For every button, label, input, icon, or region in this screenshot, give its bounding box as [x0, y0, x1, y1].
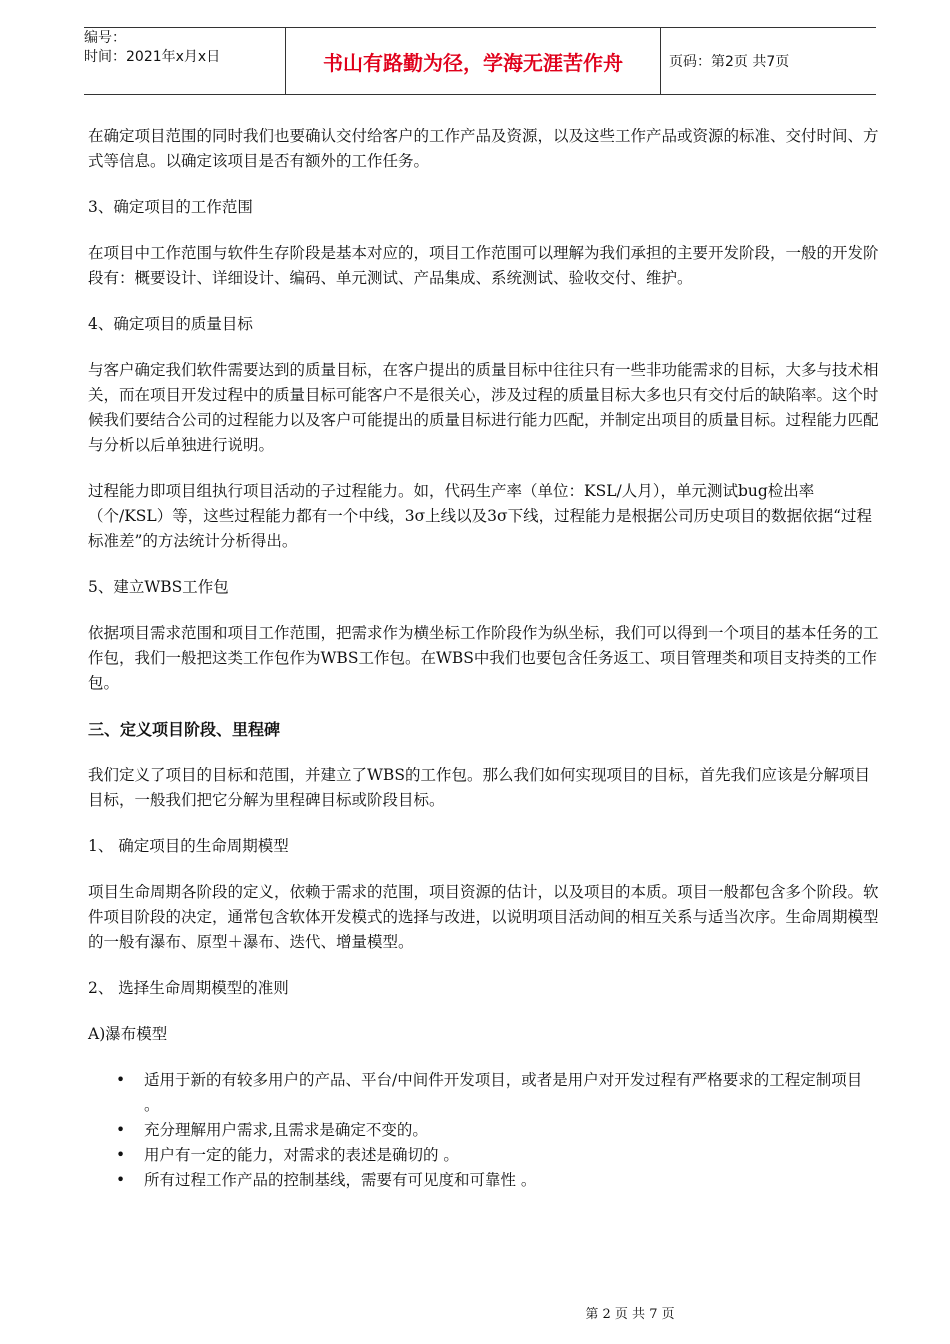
- header-motto: 书山有路勤为径，学海无涯苦作舟: [285, 28, 661, 94]
- paragraph: 过程能力即项目组执行项目活动的子过程能力。如，代码生产率（单位：KSL/人月），单元测试bug检出率（个/KSL）等，这些过程能力都有一个中线，3σ上线以及3σ下线，过程能力是根据公司历史项目的数据依据“过程标准差”的方法统计分析得出。: [88, 482, 873, 550]
- document-number-label: 编号：: [84, 30, 126, 46]
- bullet-item: [88, 1118, 880, 1143]
- bullet-text: 所有过程工作产品的控制基线，需要有可见度和可靠性 。: [144, 1171, 537, 1189]
- bullet-item: [88, 1143, 880, 1168]
- bullet-text: 用户有一定的能力，对需求的表述是确切的 。: [144, 1146, 459, 1164]
- paragraph: 项目生命周期各阶段的定义，依赖于需求的范围，项目资源的估计，以及项目的本质。项目一般都包含多个阶段。软件项目阶段的决定，通常包含软体开发模式的选择与改进，以说明项目活动间的相互关系与适当次序。生命周期模型的一般有瀑布、原型＋瀑布、迭代、增量模型。: [88, 883, 879, 951]
- bullet-text: 充分理解用户需求,且需求是确定不变的。: [144, 1121, 428, 1139]
- page-footer: [0, 1303, 950, 1322]
- paragraph: 与客户确定我们软件需要达到的质量目标，在客户提出的质量目标中往往只有一些非功能需求的目标，大多与技术相关，而在项目开发过程中的质量目标可能客户不是很关心，涉及过程的质量目标大多也只有交付后的缺陷率。这个时候我们要结合公司的过程能力以及客户可能提出的质量目标进行能力匹配，并制定出项目的质量目标。过程能力匹配与分析以后单独进行说明。: [88, 361, 879, 454]
- header-meta: [84, 28, 285, 94]
- paragraph: 2、 选择生命周期模型的准则: [88, 979, 289, 997]
- bullet-dot-icon: •: [116, 1121, 126, 1139]
- bullet-dot-icon: •: [116, 1171, 126, 1189]
- document-time-label: 时间：2021年x月x日: [84, 49, 221, 65]
- bullet-item: [88, 1068, 880, 1118]
- footer-page-number: 第 2 页 共 7 页: [585, 1307, 675, 1322]
- bullet-list: [88, 1068, 880, 1193]
- bullet-text: 适用于新的有较多用户的产品、平台/中间件开发项目，或者是用户对开发过程有严格要求的工程定制项目 。: [144, 1071, 863, 1114]
- paragraph: 5、建立WBS工作包: [88, 578, 229, 596]
- bullet-item: [88, 1168, 880, 1193]
- section-heading: 三、定义项目阶段、里程碑: [88, 720, 281, 739]
- header-page-number: 页码：第2页 共7页: [669, 54, 790, 70]
- paragraph: A)瀑布模型: [88, 1025, 168, 1043]
- bullet-dot-icon: •: [116, 1071, 126, 1089]
- paragraph: 3、确定项目的工作范围: [88, 198, 253, 216]
- paragraph: 依据项目需求范围和项目工作范围，把需求作为横坐标工作阶段作为纵坐标，我们可以得到一个项目的基本任务的工作包，我们一般把这类工作包作为WBS工作包。在WBS中我们也要包含任务返工、项目管理类和项目支持类的工作包。: [88, 624, 879, 692]
- paragraph: 在项目中工作范围与软件生存阶段是基本对应的，项目工作范围可以理解为我们承担的主要开发阶段，一般的开发阶段有：概要设计、详细设计、编码、单元测试、产品集成、系统测试、验收交付、维护。: [88, 244, 879, 287]
- page-header: [84, 27, 876, 95]
- paragraph: 在确定项目范围的同时我们也要确认交付给客户的工作产品及资源，以及这些工作产品或资源的标准、交付时间、方式等信息。以确定该项目是否有额外的工作任务。: [88, 127, 879, 170]
- paragraph: 4、确定项目的质量目标: [88, 315, 253, 333]
- paragraph-list: [88, 124, 880, 1047]
- document-body: [88, 124, 880, 1193]
- paragraph: 1、 确定项目的生命周期模型: [88, 837, 289, 855]
- paragraph: 我们定义了项目的目标和范围，并建立了WBS的工作包。那么我们如何实现项目的目标，首先我们应该是分解项目目标，一般我们把它分解为里程碑目标或阶段目标。: [88, 766, 870, 809]
- bullet-dot-icon: •: [116, 1146, 126, 1164]
